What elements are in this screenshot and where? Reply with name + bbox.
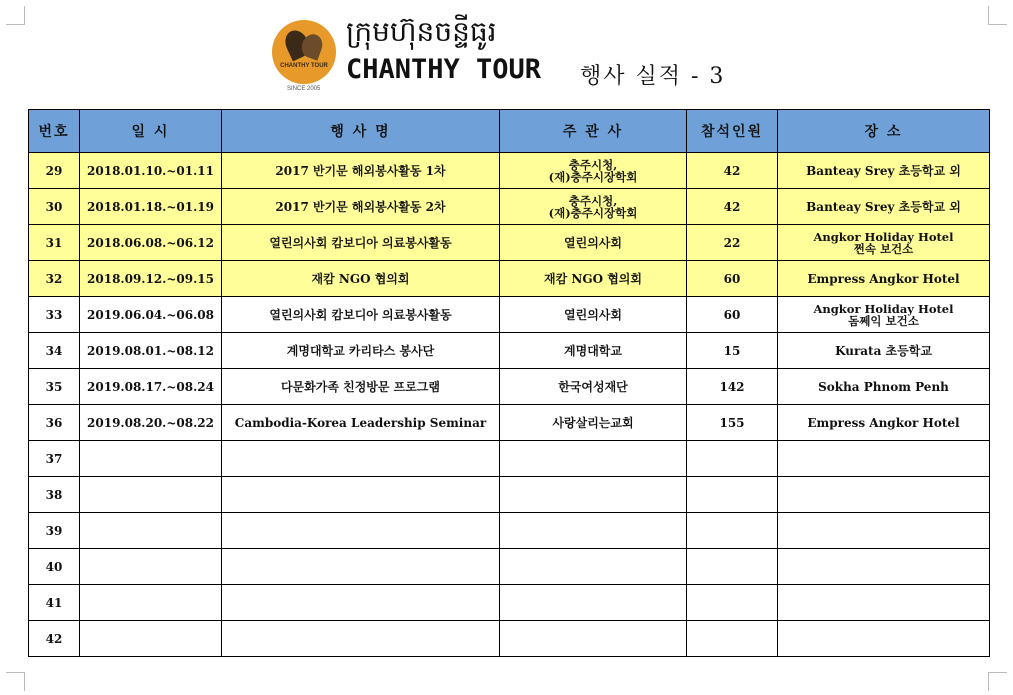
cell-date: 2019.08.17.~08.24 bbox=[80, 369, 222, 405]
cell-attendees: 142 bbox=[687, 369, 778, 405]
cell-event bbox=[222, 549, 500, 585]
cell-attendees: 42 bbox=[687, 153, 778, 189]
cell-attendees bbox=[687, 549, 778, 585]
cell-attendees: 60 bbox=[687, 261, 778, 297]
column-header-date: 일 시 bbox=[80, 110, 222, 153]
table-row bbox=[29, 261, 990, 297]
cell-attendees: 15 bbox=[687, 333, 778, 369]
cell-host bbox=[500, 261, 687, 297]
cell-place bbox=[778, 261, 990, 297]
cell-place-line: Empress Angkor Hotel bbox=[807, 415, 960, 430]
table-row bbox=[29, 585, 990, 621]
cell-host bbox=[500, 513, 687, 549]
cell-date bbox=[80, 441, 222, 477]
cell-place bbox=[778, 477, 990, 513]
cell-host bbox=[500, 405, 687, 441]
table-row bbox=[29, 333, 990, 369]
cell-number: 35 bbox=[29, 369, 80, 405]
cell-host bbox=[500, 297, 687, 333]
cell-attendees: 42 bbox=[687, 189, 778, 225]
cell-host bbox=[500, 153, 687, 189]
cell-place-line: Empress Angkor Hotel bbox=[807, 271, 960, 286]
column-header-number: 번호 bbox=[29, 110, 80, 153]
cell-place bbox=[778, 441, 990, 477]
crop-mark-top-right bbox=[988, 6, 1007, 25]
logo-since: SINCE 2005 bbox=[287, 86, 321, 92]
document-header bbox=[268, 14, 788, 94]
cell-place-line: Sokha Phnom Penh bbox=[818, 379, 949, 394]
cell-date: 2018.01.18.~01.19 bbox=[80, 189, 222, 225]
table-row bbox=[29, 513, 990, 549]
cell-place bbox=[778, 405, 990, 441]
cell-host-line: (재)충주시장학회 bbox=[548, 205, 638, 220]
cell-place bbox=[778, 189, 990, 225]
cell-date bbox=[80, 585, 222, 621]
crop-mark-top-left bbox=[6, 6, 25, 25]
cell-date bbox=[80, 549, 222, 585]
cell-event: 2017 반기문 해외봉사활동 1차 bbox=[222, 153, 500, 189]
cell-number: 31 bbox=[29, 225, 80, 261]
table-row bbox=[29, 549, 990, 585]
cell-host bbox=[500, 225, 687, 261]
cell-number: 42 bbox=[29, 621, 80, 657]
table-row bbox=[29, 189, 990, 225]
column-header-attendees: 참석인원 bbox=[687, 110, 778, 153]
table-row bbox=[29, 477, 990, 513]
cell-number: 40 bbox=[29, 549, 80, 585]
company-name-khmer: ក្រុមហ៊ុនចន្ទីធូរ bbox=[346, 15, 497, 48]
cell-event bbox=[222, 513, 500, 549]
cell-date: 2019.06.04.~06.08 bbox=[80, 297, 222, 333]
cell-host-line: 재캄 NGO 협의회 bbox=[544, 272, 642, 286]
cell-number: 38 bbox=[29, 477, 80, 513]
cell-place-line: Kurata 초등학교 bbox=[835, 344, 932, 358]
cell-host-line: 계명대학교 bbox=[564, 344, 622, 358]
cell-place bbox=[778, 585, 990, 621]
cell-event: 계명대학교 카리타스 봉사단 bbox=[222, 333, 500, 369]
cell-attendees: 22 bbox=[687, 225, 778, 261]
cell-host bbox=[500, 477, 687, 513]
cell-event: 열린의사회 캄보디아 의료봉사활동 bbox=[222, 297, 500, 333]
cell-date: 2018.06.08.~06.12 bbox=[80, 225, 222, 261]
table-header-row bbox=[29, 110, 990, 153]
cell-host-line: 사랑살리는교회 bbox=[552, 416, 634, 430]
cell-place bbox=[778, 153, 990, 189]
cell-host bbox=[500, 189, 687, 225]
cell-host-line: 충주시청, bbox=[568, 193, 618, 208]
cell-place-line: Banteay Srey 초등학교 외 bbox=[806, 164, 961, 178]
company-logo bbox=[272, 20, 336, 84]
cell-date: 2019.08.20.~08.22 bbox=[80, 405, 222, 441]
cell-event bbox=[222, 585, 500, 621]
cell-attendees: 155 bbox=[687, 405, 778, 441]
cell-number: 39 bbox=[29, 513, 80, 549]
cell-place bbox=[778, 297, 990, 333]
cell-host bbox=[500, 369, 687, 405]
cell-event: 2017 반기문 해외봉사활동 2차 bbox=[222, 189, 500, 225]
cell-place-line: Angkor Holiday Hotel bbox=[813, 229, 954, 244]
cell-host bbox=[500, 585, 687, 621]
cell-host-line: 한국여성재단 bbox=[558, 380, 628, 394]
table-row bbox=[29, 153, 990, 189]
cell-number: 36 bbox=[29, 405, 80, 441]
cell-place-line: Banteay Srey 초등학교 외 bbox=[806, 200, 961, 214]
crop-mark-bottom-right bbox=[988, 672, 1007, 691]
cell-place-line: 쩐속 보건소 bbox=[853, 241, 914, 256]
document-title: 행사 실적 - 3 bbox=[580, 64, 726, 89]
cell-event: Cambodia-Korea Leadership Seminar bbox=[222, 405, 500, 441]
cell-date bbox=[80, 513, 222, 549]
cell-event bbox=[222, 621, 500, 657]
cell-date: 2019.08.01.~08.12 bbox=[80, 333, 222, 369]
cell-attendees bbox=[687, 441, 778, 477]
cell-attendees: 60 bbox=[687, 297, 778, 333]
table-row bbox=[29, 297, 990, 333]
cell-event bbox=[222, 477, 500, 513]
cell-place-line: 돔쩨익 보건소 bbox=[848, 313, 919, 328]
logo-text: CHANTHY TOUR bbox=[280, 63, 328, 69]
cell-number: 41 bbox=[29, 585, 80, 621]
cell-host-line: 충주시청, bbox=[568, 157, 618, 172]
cell-place-line: Angkor Holiday Hotel bbox=[813, 301, 954, 316]
cell-place bbox=[778, 513, 990, 549]
cell-host bbox=[500, 441, 687, 477]
table-row bbox=[29, 621, 990, 657]
column-header-event: 행 사 명 bbox=[222, 110, 500, 153]
cell-date bbox=[80, 477, 222, 513]
cell-date bbox=[80, 621, 222, 657]
cell-place bbox=[778, 549, 990, 585]
cell-number: 37 bbox=[29, 441, 80, 477]
cell-place bbox=[778, 225, 990, 261]
column-header-place: 장 소 bbox=[778, 110, 990, 153]
cell-host-line: 열린의사회 bbox=[564, 236, 622, 250]
company-name: CHANTHY TOUR bbox=[346, 54, 542, 85]
cell-event: 재캄 NGO 협의회 bbox=[222, 261, 500, 297]
column-header-host: 주 관 사 bbox=[500, 110, 687, 153]
cell-event: 다문화가족 친정방문 프로그램 bbox=[222, 369, 500, 405]
table-row bbox=[29, 225, 990, 261]
cell-number: 29 bbox=[29, 153, 80, 189]
cell-host bbox=[500, 333, 687, 369]
cell-attendees bbox=[687, 585, 778, 621]
cell-place bbox=[778, 333, 990, 369]
cell-place bbox=[778, 621, 990, 657]
cell-attendees bbox=[687, 477, 778, 513]
events-table bbox=[28, 109, 990, 657]
cell-event bbox=[222, 441, 500, 477]
cell-number: 32 bbox=[29, 261, 80, 297]
cell-date: 2018.01.10.~01.11 bbox=[80, 153, 222, 189]
cell-number: 33 bbox=[29, 297, 80, 333]
cell-place bbox=[778, 369, 990, 405]
cell-date: 2018.09.12.~09.15 bbox=[80, 261, 222, 297]
cell-number: 34 bbox=[29, 333, 80, 369]
cell-host bbox=[500, 549, 687, 585]
cell-host bbox=[500, 621, 687, 657]
cell-host-line: (재)충주시장학회 bbox=[548, 169, 638, 184]
cell-attendees bbox=[687, 621, 778, 657]
cell-attendees bbox=[687, 513, 778, 549]
table-row bbox=[29, 441, 990, 477]
cell-host-line: 열린의사회 bbox=[564, 308, 622, 322]
crop-mark-bottom-left bbox=[6, 672, 25, 691]
table-row bbox=[29, 405, 990, 441]
cell-event: 열린의사회 캄보디아 의료봉사활동 bbox=[222, 225, 500, 261]
cell-number: 30 bbox=[29, 189, 80, 225]
table-row bbox=[29, 369, 990, 405]
